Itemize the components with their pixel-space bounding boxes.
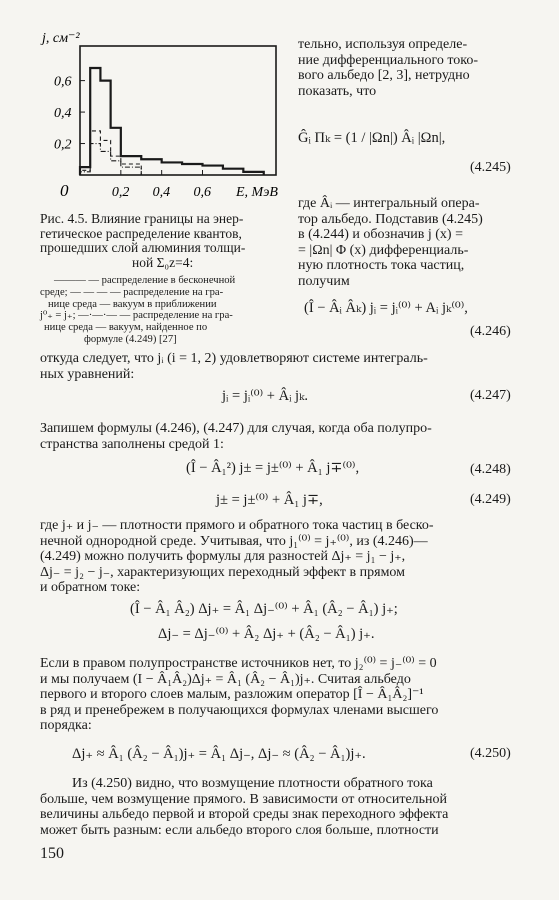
legend-line: нице среда — вакуум в приближении xyxy=(48,298,217,310)
equation-number: (4.248) xyxy=(470,462,511,477)
x-tick-label: 0,4 xyxy=(152,185,171,200)
y-tick-label: 0,2 xyxy=(54,137,72,153)
text-line: первого и второго слоев малым, разложим оператор [Î − Â₁Â₂]⁻¹ xyxy=(40,687,424,703)
text-line: вого альбедо [2, 3], нетрудно xyxy=(298,68,470,84)
caption-line: прошедших слой алюминия толщи- xyxy=(40,240,246,256)
equation-4-246: (Î − Âᵢ Âₖ) jᵢ = jᵢ⁽⁰⁾ + Aᵢ jₖ⁽⁰⁾, xyxy=(304,300,468,316)
equation-number: (4.247) xyxy=(470,388,511,403)
y-tick-label: 0,6 xyxy=(54,74,72,90)
equation-4-245: Ĝᵢ Πₖ = (1 / |Ωn|) Âᵢ |Ωn|, xyxy=(298,130,446,146)
plot-border xyxy=(80,46,276,175)
text-line: величины альбедо первой и второй среды знак переходного эффекта xyxy=(40,807,449,823)
text-line: получим xyxy=(298,273,350,289)
text-line: Из (4.250) видно, что возмущение плотности обратного тока xyxy=(72,776,433,791)
x-axis-label: E, МэВ xyxy=(236,185,278,200)
equation-number: (4.250) xyxy=(470,746,511,761)
paragraph xyxy=(40,351,528,382)
equation-number: (4.245) xyxy=(470,160,511,175)
page-number: 150 xyxy=(40,845,64,862)
text-line: в (4.244) и обозначив j (x) = xyxy=(298,227,463,243)
paragraph xyxy=(40,421,528,452)
text-line: тельно, используя определе- xyxy=(298,37,468,52)
text-line: ных уравнений: xyxy=(40,366,135,382)
text-line: показать, что xyxy=(298,83,377,99)
y-axis-label: j, см⁻² xyxy=(42,31,80,46)
legend-line: нице среда — вакуум, найденное по xyxy=(44,322,208,334)
paragraph xyxy=(40,776,528,838)
paragraph xyxy=(40,518,528,596)
text-line: порядка: xyxy=(40,718,92,734)
text-line: Если в правом полупространстве источников нет, то j₂⁽⁰⁾ = j₋⁽⁰⁾ = 0 xyxy=(40,656,437,671)
equation-number: (4.246) xyxy=(470,324,511,339)
text-line: (4.249) можно получить формулы для разностей Δj₊ = j₁ − j₊, xyxy=(40,549,406,565)
legend-line: среде; — — — — распределение на гра- xyxy=(40,286,224,298)
text-line: = |Ωn| Φ (x) дифференциаль- xyxy=(298,242,469,258)
plot-ticks xyxy=(54,75,211,200)
equation-system-line-2: Δj₋ = Δj₋⁽⁰⁾ + Â₂ Δj₊ + (Â₂ − Â₁) j₊. xyxy=(158,626,375,642)
right-column-text xyxy=(298,37,526,99)
caption-line: гетическое распределение квантов, xyxy=(40,225,242,241)
y-tick-label: 0,4 xyxy=(54,106,72,122)
figure-legend xyxy=(40,275,280,346)
x-tick-label: 0,2 xyxy=(111,185,130,200)
legend-line: формуле (4.249) [27] xyxy=(84,333,177,345)
legend-line: j⁰₊ = j₊; —·—·— — распределение на гра- xyxy=(40,310,233,322)
equation-4-247: jᵢ = jᵢ⁽⁰⁾ + Âᵢ jₖ. xyxy=(222,388,309,404)
text-line: где j₊ и j₋ — плотности прямого и обратного тока частиц в беско- xyxy=(40,518,434,533)
plot-frame xyxy=(80,46,276,175)
caption-line: Рис. 4.5. Влияние границы на энер- xyxy=(40,211,244,226)
figure-caption xyxy=(40,212,280,270)
text-line: и мы получаем (I − Â₁Â₂)Δj₊ = Â₁ (Â₂ − Â₁)j₊. Считая альбедо xyxy=(40,671,411,687)
text-line: ную плотность тока частиц, xyxy=(298,258,465,274)
text-line: может быть разным: если альбедо второго слоя больше, плотности xyxy=(40,822,439,838)
histogram-figure xyxy=(38,28,300,210)
legend-line: ——— — распределение в бесконечной xyxy=(54,275,236,286)
caption-line: ной Σ₀z=4: xyxy=(132,254,194,270)
right-column-text-2 xyxy=(298,196,526,290)
equation-number: (4.249) xyxy=(470,492,511,507)
text-line: тор альбедо. Подставив (4.245) xyxy=(298,211,483,227)
x-tick-label: 0,6 xyxy=(193,185,211,200)
text-line: и обратном токе: xyxy=(40,580,141,596)
text-line: больше, чем возмущение прямого. В зависимости от относительной xyxy=(40,791,448,807)
text-line: откуда следует, что jᵢ (i = 1, 2) удовлетворяют системе интеграль- xyxy=(40,351,428,366)
text-line: странства заполнены средой 1: xyxy=(40,436,224,452)
text-line: где Âᵢ — интегральный опера- xyxy=(298,196,480,211)
text-line: Δj₋ = j₂ − j₋, характеризующих переходный эффект в прямом xyxy=(40,564,406,580)
series-solid xyxy=(80,68,264,175)
x-tick-label: 0 xyxy=(60,181,69,200)
text-line: нечной однородной среде. Учитывая, что j₁⁽⁰⁾ = j₊⁽⁰⁾, из (4.246)— xyxy=(40,533,428,549)
plot-series xyxy=(80,68,264,175)
equation-system-line-1: (Î − Â₁ Â₂) Δj₊ = Â₁ Δj₋⁽⁰⁾ + Â₁ (Â₂ − Â₁) j₊; xyxy=(130,601,398,617)
equation-4-250: Δj₊ ≈ Â₁ (Â₂ − Â₁)j₊ = Â₁ Δj₋, Δj₋ ≈ (Â₂ − Â₁)j₊. xyxy=(72,746,366,762)
text-line: в ряд и пренебрежем в получающихся формулах членами высшего xyxy=(40,702,439,718)
equation-4-248: (Î − Â₁²) j± = j±⁽⁰⁾ + Â₁ j∓⁽⁰⁾, xyxy=(186,460,360,476)
paragraph xyxy=(40,656,528,734)
text-line: ние дифференциального токо- xyxy=(298,52,479,68)
text-line: Запишем формулы (4.246), (4.247) для случая, когда оба полупро- xyxy=(40,421,432,436)
equation-4-249: j± = j±⁽⁰⁾ + Â₁ j∓, xyxy=(216,492,323,508)
